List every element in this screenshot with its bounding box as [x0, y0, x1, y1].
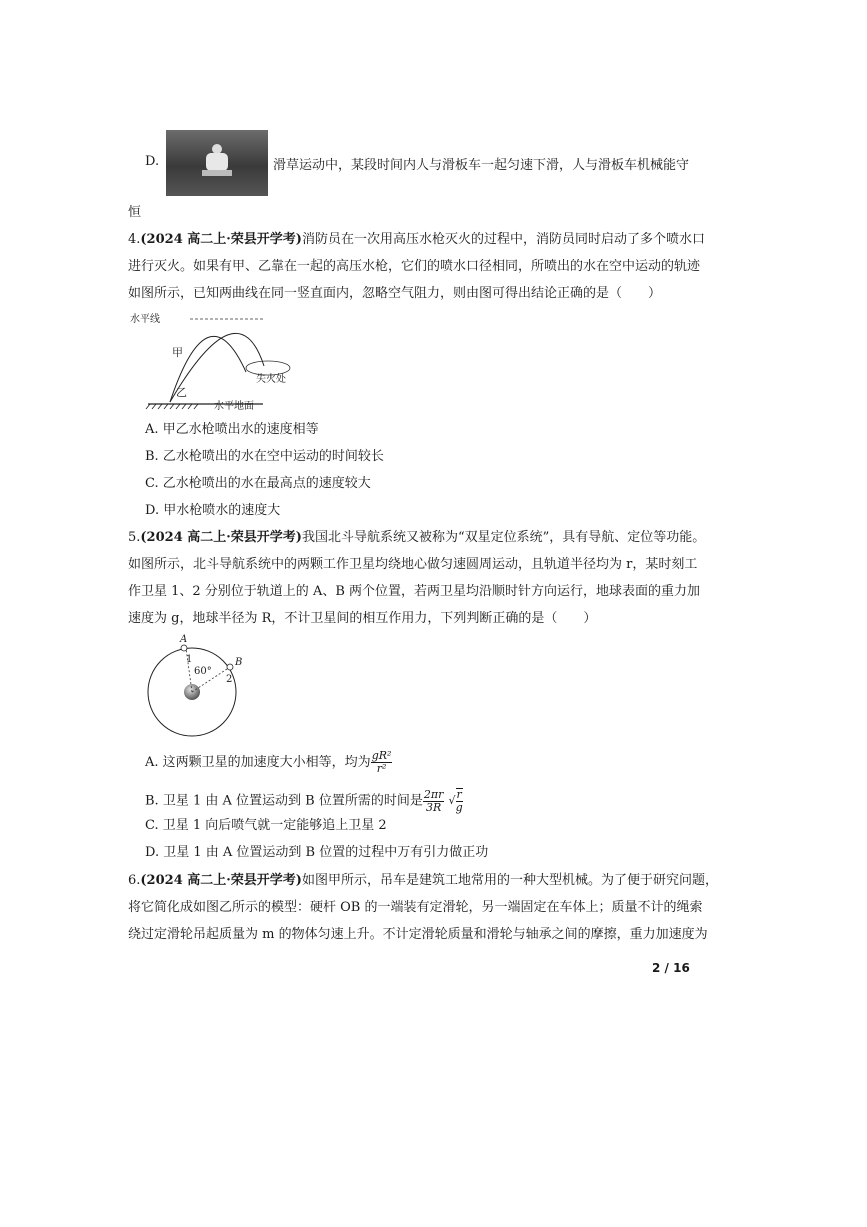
fraction-denominator: 3R: [425, 800, 442, 814]
fraction-numerator: 2πr: [423, 787, 444, 801]
q6-source: (2024 高二上·荣县开学考): [140, 873, 302, 888]
q6-text-1: 如图甲所示，吊车是建筑工地常用的一种大型机械。为了便于研究问题，: [301, 873, 718, 888]
scooter-cart: [202, 170, 232, 176]
q4-text-1: 消防员在一次用高压水枪灭火的过程中，消防员同时启动了多个喷水口: [301, 232, 705, 247]
q5-text-1: 我国北斗导航系统又被称为“双星定位系统”，具有导航、定位等功能。: [301, 530, 706, 545]
sqrt-expression: √ $\frac{r}{g}$: [448, 788, 463, 814]
fire-area: [246, 361, 290, 375]
jia-label: 甲: [172, 346, 183, 359]
yi-label: 乙: [176, 386, 187, 399]
q4-line-2: 进行灭火。如果有甲、乙靠在一起的高压水枪，它们的喷水口径相同，所喷出的水在空中运动的轨迹: [128, 259, 701, 274]
point-b-label: B: [235, 657, 243, 668]
q4-option-a-label: A.: [145, 422, 159, 437]
fraction-denominator: r²: [376, 762, 387, 775]
q5-number: 5.: [128, 530, 141, 545]
option-d-text-cont: 恒: [128, 205, 142, 220]
q4-option-d-text: 甲水枪喷水的速度大: [163, 503, 281, 518]
q4-line-3: 如图所示，已知两曲线在同一竖直面内，忽略空气阻力，则由图可得出结论正确的是（ ）: [128, 286, 662, 301]
sat-1-label: 1: [186, 654, 193, 665]
person-body: [206, 153, 228, 171]
q4-option-c: [145, 474, 371, 494]
q4-option-a: [145, 420, 319, 440]
water-jet-figure: [128, 308, 308, 413]
q5-option-b: [145, 788, 463, 814]
q6-number: 6.: [128, 873, 141, 888]
q5-option-a-label: A.: [145, 755, 159, 770]
ground-hatching: [146, 404, 198, 409]
sqrt-fraction: [456, 788, 463, 814]
fire-label: 失火处: [256, 374, 286, 385]
ground-label: 水平地面: [214, 401, 254, 412]
angle-label: 60°: [194, 666, 212, 677]
grass-skiing-photo: [166, 130, 268, 196]
q6-line-3: 绕过定滑轮吊起质量为 m 的物体匀速上升。不计定滑轮质量和滑轮与轴承之间的摩擦，重力加速度为: [128, 927, 708, 942]
q4-option-b: [145, 447, 384, 467]
q4-line-1: [128, 230, 705, 250]
q6-line-1: [128, 871, 718, 891]
option-d-label: D.: [145, 154, 160, 169]
q4-option-c-text: 乙水枪喷出的水在最高点的速度较大: [162, 476, 371, 491]
q5-line-3: 作卫星 1、2 分别位于轨道上的 A、B 两个位置，若两卫星均沿顺时针方向运行，地球表面的重力加: [128, 584, 701, 599]
q5-option-d-label: D.: [145, 845, 160, 860]
q4-option-d: [145, 501, 280, 521]
q5-option-a: [145, 750, 392, 775]
q5-option-c-text: 卫星 1 向后喷气就一定能够追上卫星 2: [162, 818, 387, 833]
q4-option-b-label: B.: [145, 449, 159, 464]
q4-option-a-text: 甲乙水枪喷出水的速度相等: [162, 422, 319, 437]
sat-2-label: 2: [226, 674, 233, 685]
q5-line-4: 速度为 g，地球半径为 R，不计卫星间的相互作用力，下列判断正确的是（ ）: [128, 611, 597, 626]
q5-option-b-label: B.: [145, 793, 159, 809]
sqrt-denominator: g: [455, 801, 463, 814]
q4-source: (2024 高二上·荣县开学考): [140, 232, 302, 247]
satellite-2: [227, 664, 233, 670]
page-number: 2 / 16: [652, 961, 690, 975]
q5-option-a-fraction: [371, 750, 393, 775]
q4-option-d-label: D.: [145, 503, 160, 518]
q4-number: 4.: [128, 232, 141, 247]
q5-option-b-text: 卫星 1 由 A 位置运动到 B 位置所需的时间是: [162, 793, 423, 809]
satellite-1: [181, 645, 187, 651]
point-a-label: A: [180, 634, 188, 645]
q4-option-c-label: C.: [145, 476, 159, 491]
q5-line-2: 如图所示，北斗导航系统中的两颗工作卫星均绕地心做匀速圆周运动，且轨道半径均为 r，某时刻工: [128, 557, 698, 572]
q6-line-2: 将它简化成如图乙所示的模型：硬杆 OB 的一端装有定滑轮，另一端固定在车体上；质量不计的绳索: [128, 900, 703, 915]
q4-option-b-text: 乙水枪喷出的水在空中运动的时间较长: [162, 449, 384, 464]
satellite-orbit-figure: [142, 630, 248, 738]
sqrt-numerator: r: [456, 788, 462, 801]
q5-option-d: [145, 843, 488, 863]
q5-option-c-label: C.: [145, 818, 159, 833]
q5-line-1: [128, 528, 706, 548]
q5-option-c: [145, 816, 387, 836]
q5-source: (2024 高二上·荣县开学考): [140, 530, 302, 545]
q5-option-d-text: 卫星 1 由 A 位置运动到 B 位置的过程中万有引力做正功: [163, 845, 489, 860]
horizontal-line-label: 水平线: [130, 314, 160, 325]
fraction-numerator: gR²: [371, 749, 392, 762]
q5-option-b-fraction: [423, 789, 445, 814]
q5-option-a-text: 这两颗卫星的加速度大小相等，均为: [162, 755, 371, 770]
option-d-text: 滑草运动中，某段时间内人与滑板车一起匀速下滑，人与滑板车机械能守: [273, 158, 690, 173]
